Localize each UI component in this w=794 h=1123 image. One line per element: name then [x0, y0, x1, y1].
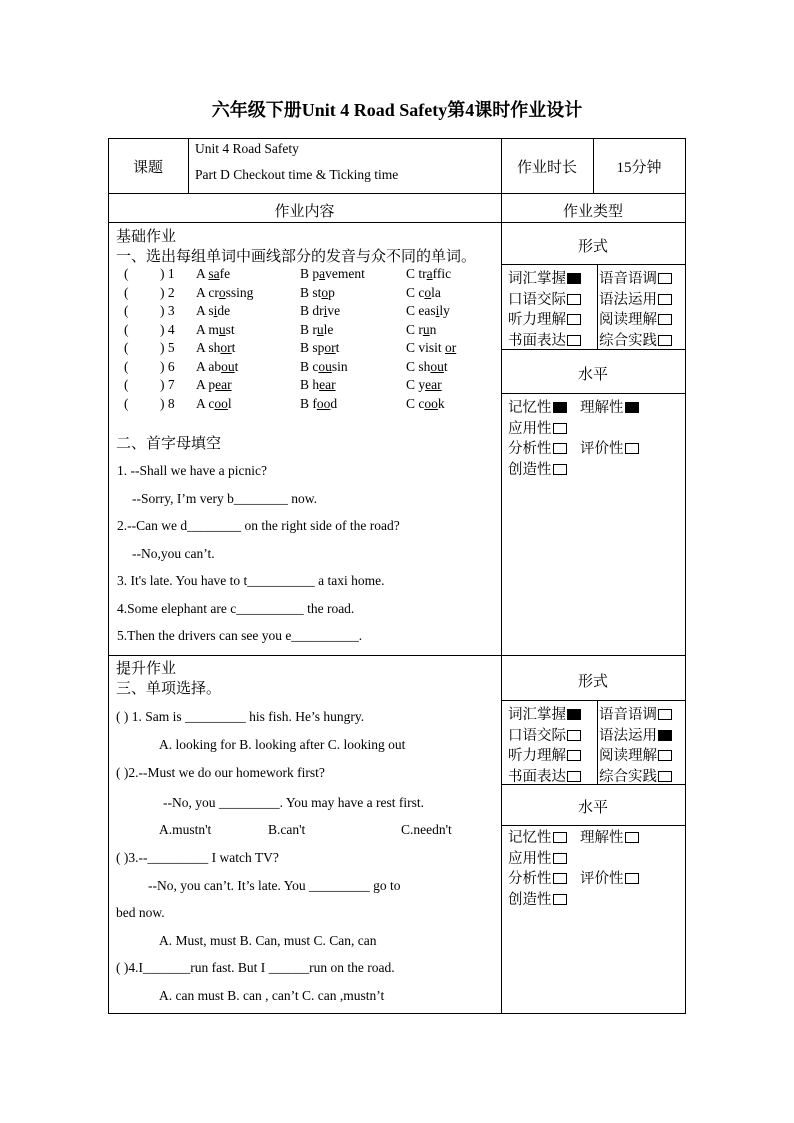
item-number: ) 5 — [160, 340, 175, 355]
level-item-label: 应用性 — [508, 850, 552, 867]
form-item-checkbox[interactable] — [658, 273, 672, 284]
option-a-post: ssing — [225, 284, 254, 300]
choice-line: ( ) 1. Sam is _________ his fish. He’s hungry. — [116, 709, 365, 724]
form-item-label: 语法运用 — [599, 291, 657, 308]
form-item[interactable] — [508, 267, 581, 288]
option-c-post: k — [437, 395, 445, 411]
choice-line: A. looking for B. looking after C. looking out — [159, 737, 406, 752]
level-item[interactable] — [508, 847, 567, 868]
form-item-label: 书面表达 — [508, 768, 566, 785]
option-c-post: ffic — [432, 266, 452, 281]
form-item-checkbox[interactable] — [567, 750, 581, 761]
option-b-post: le — [323, 321, 334, 337]
level-item-label: 记忆性 — [508, 400, 552, 416]
option-a-pre: A cr — [196, 284, 219, 300]
choice-line: ( )4.I_______run fast. But I ______run on the road. — [116, 960, 395, 975]
option-a-pre: A ab — [196, 358, 222, 374]
option-a-pre: A m — [196, 321, 219, 337]
level-item-checkbox[interactable] — [625, 832, 639, 843]
option-b — [300, 285, 335, 301]
choice-line: ( )2.--Must we do our homework first? — [116, 765, 325, 780]
level-item-checkbox[interactable] — [553, 832, 567, 843]
form-label-2: 形式 — [577, 674, 608, 690]
fill-line: --No,you can’t. — [132, 546, 215, 561]
level-item[interactable] — [580, 437, 639, 458]
form-item-label: 词汇掌握 — [508, 707, 566, 723]
answer-bracket[interactable]: ( — [124, 303, 129, 318]
form-item-label: 语音语调 — [599, 271, 657, 287]
type-column-header: 作业类型 — [562, 204, 623, 220]
option-c-pre: C y — [406, 377, 426, 392]
option-b-pre: B p — [300, 266, 320, 281]
option-b-underlined: or — [324, 340, 336, 355]
level-item-label: 理解性 — [580, 400, 624, 416]
level-item[interactable] — [508, 867, 567, 888]
form-item[interactable] — [508, 329, 581, 350]
option-b — [300, 359, 348, 375]
level-item-checkbox[interactable] — [553, 873, 567, 884]
form-label-1: 形式 — [577, 239, 608, 255]
advanced-heading: 提升作业 — [116, 661, 177, 677]
option-c-post: ly — [439, 303, 450, 318]
option-a — [196, 340, 235, 356]
option-a — [196, 396, 232, 412]
item-number: ) 1 — [160, 266, 175, 281]
fill-line: 2.--Can we d________ on the right side of the road? — [117, 518, 400, 533]
form-item[interactable] — [508, 744, 581, 765]
option-b-post: t — [335, 340, 340, 355]
option-a — [196, 285, 253, 301]
option-b-underlined: i — [323, 303, 328, 318]
option-b — [300, 396, 337, 412]
option-c-pre: C r — [406, 321, 423, 337]
option-c — [406, 322, 436, 338]
answer-bracket[interactable]: ( — [124, 266, 129, 281]
form-item[interactable] — [599, 308, 672, 329]
form-item-checkbox[interactable] — [567, 335, 581, 346]
form-item[interactable] — [599, 329, 672, 350]
option-b-underlined: oo — [316, 395, 331, 411]
form-item[interactable] — [599, 744, 672, 765]
option-b-pre: B sp — [300, 340, 325, 355]
option-b-underlined: ear — [319, 377, 336, 392]
level-item-label: 创造性 — [508, 891, 552, 908]
option-a-pre: A p — [196, 377, 216, 392]
option-b-pre: B h — [300, 377, 320, 392]
option-a-underlined: oo — [214, 395, 228, 411]
option-a-post: l — [227, 395, 232, 411]
form-item-label: 口语交际 — [508, 727, 566, 744]
answer-bracket[interactable]: ( — [124, 395, 129, 411]
option-a-underlined: u — [218, 321, 226, 337]
option-a-post: t — [234, 358, 239, 374]
q2-title: 二、首字母填空 — [116, 436, 222, 452]
option-c-pre: C sh — [406, 358, 431, 374]
option-a — [196, 359, 238, 375]
option-a-pre: A c — [196, 395, 215, 411]
option-c-underlined: a — [426, 266, 433, 281]
level-item-checkbox[interactable] — [625, 873, 639, 884]
option-c-underlined: or — [445, 340, 457, 355]
option-a-post: st — [225, 321, 235, 337]
q1-title: 一、选出每组单词中画线部分的发音与众不同的单词。 — [116, 249, 477, 265]
option-c-pre: C c — [406, 284, 425, 300]
item-number: ) 6 — [160, 358, 175, 374]
form-item[interactable] — [599, 703, 672, 724]
form-item-checkbox[interactable] — [567, 314, 581, 325]
q3-title: 三、单项选择。 — [116, 681, 222, 697]
form-item-checkbox[interactable] — [658, 335, 672, 346]
form-item-label: 综合实践 — [599, 332, 657, 349]
option-a — [196, 377, 232, 393]
option-c — [406, 396, 445, 412]
choice-line: ( )3.--_________ I watch TV? — [116, 850, 279, 865]
choice-line: --No, you can’t. It’s late. You _________ go to — [148, 878, 401, 893]
option-a-pre: A sh — [196, 340, 221, 355]
level-item-label: 应用性 — [508, 420, 552, 437]
form-item[interactable] — [508, 308, 581, 329]
option-b-pre: B st — [300, 284, 322, 300]
level-item[interactable] — [508, 437, 567, 458]
option-a-underlined: ear — [215, 377, 232, 392]
option-c — [406, 359, 448, 375]
form-item[interactable] — [599, 724, 672, 745]
choice-line: C.needn't — [401, 822, 452, 837]
choice-line: B.can't — [268, 822, 306, 837]
level-item[interactable] — [508, 888, 567, 909]
option-c-post: la — [431, 284, 441, 300]
level-item-checkbox[interactable] — [625, 443, 639, 454]
option-b-pre: B c — [300, 358, 319, 374]
form-item[interactable] — [599, 765, 672, 786]
item-number: ) 3 — [160, 303, 175, 318]
option-c — [406, 266, 451, 282]
form-item[interactable] — [599, 288, 672, 309]
form-item[interactable] — [508, 724, 581, 745]
item-number: ) 7 — [160, 377, 175, 392]
choice-line: bed now. — [116, 905, 165, 920]
form-item-checkbox[interactable] — [658, 294, 672, 305]
option-c-pre: C eas — [406, 303, 436, 318]
level-item-label: 分析性 — [508, 871, 552, 887]
level-item[interactable] — [580, 867, 639, 888]
form-item-checkbox[interactable] — [658, 750, 672, 761]
level-item-label: 评价性 — [580, 441, 624, 457]
form-item-checkbox[interactable] — [567, 771, 581, 782]
option-a-underlined: ou — [221, 358, 235, 374]
form-item-checkbox[interactable] — [658, 771, 672, 782]
option-c-underlined: u — [422, 321, 430, 337]
choice-line: A.mustn't — [159, 822, 212, 837]
duration-label: 作业时长 — [516, 160, 577, 176]
page-title: 六年级下册Unit 4 Road Safety第4课时作业设计 — [211, 100, 583, 120]
answer-bracket[interactable]: ( — [124, 358, 129, 374]
option-c-underlined: oo — [424, 395, 438, 411]
topic-line-1: Unit 4 Road Safety — [195, 141, 299, 156]
fill-line: 5.Then the drivers can see you e__________. — [117, 628, 363, 643]
option-c-underlined: o — [424, 284, 432, 300]
form-item[interactable] — [508, 765, 581, 786]
form-item-label: 听力理解 — [508, 312, 566, 328]
form-item-label: 阅读理解 — [599, 748, 657, 764]
option-b-pre: B r — [300, 321, 317, 337]
form-item-label: 阅读理解 — [599, 312, 657, 328]
level-item-checkbox[interactable] — [553, 464, 567, 475]
form-item-label: 口语交际 — [508, 291, 566, 308]
option-b-post: p — [328, 284, 335, 300]
level-item-checkbox[interactable] — [553, 402, 567, 413]
level-item-label: 分析性 — [508, 441, 552, 457]
basic-heading: 基础作业 — [116, 229, 177, 245]
answer-bracket[interactable]: ( — [124, 284, 129, 300]
option-b — [300, 322, 333, 338]
topic-label: 课题 — [132, 160, 163, 176]
level-item-label: 创造性 — [508, 461, 552, 478]
option-c-underlined: i — [435, 303, 440, 318]
option-b-post: vement — [325, 266, 365, 281]
option-b — [300, 266, 365, 282]
form-item-checkbox[interactable] — [567, 730, 581, 741]
option-a-underlined: sa — [208, 266, 220, 281]
level-item-label: 理解性 — [580, 830, 624, 846]
content-column-header: 作业内容 — [274, 204, 335, 220]
option-a-post: de — [217, 303, 231, 318]
option-a — [196, 322, 235, 338]
option-c-pre: C visit — [406, 340, 446, 355]
option-a — [196, 303, 230, 319]
option-a-underlined: o — [218, 284, 226, 300]
form-item-checkbox[interactable] — [658, 730, 672, 741]
option-a-underlined: i — [213, 303, 218, 318]
level-item-checkbox[interactable] — [553, 894, 567, 905]
form-item[interactable] — [599, 267, 672, 288]
level-item-label: 评价性 — [580, 871, 624, 887]
fill-line: 4.Some elephant are c__________ the road. — [117, 601, 355, 616]
fill-line: --Sorry, I’m very b________ now. — [132, 491, 317, 506]
option-a-pre: A s — [196, 303, 214, 318]
item-number: ) 4 — [160, 321, 175, 337]
level-item[interactable] — [508, 458, 567, 479]
option-a-underlined: or — [220, 340, 232, 355]
option-c — [406, 285, 441, 301]
option-c — [406, 340, 456, 356]
form-item-checkbox[interactable] — [567, 709, 581, 720]
option-c — [406, 377, 442, 393]
option-c-pre: C tr — [406, 266, 427, 281]
item-number: ) 8 — [160, 395, 175, 411]
option-b-underlined: o — [321, 284, 329, 300]
option-b-underlined: u — [316, 321, 324, 337]
option-b — [300, 377, 336, 393]
option-c-post: n — [429, 321, 437, 337]
level-label-1: 水平 — [577, 367, 608, 383]
level-item[interactable] — [580, 396, 639, 417]
level-item[interactable] — [508, 396, 567, 417]
option-c-pre: C c — [406, 395, 425, 411]
option-a-post: t — [231, 340, 236, 355]
duration-value: 15分钟 — [616, 160, 662, 176]
form-item-label: 词汇掌握 — [508, 271, 566, 287]
option-b-post: ve — [327, 303, 341, 318]
form-item-checkbox[interactable] — [658, 709, 672, 720]
answer-bracket[interactable]: ( — [124, 377, 129, 392]
option-c-post: t — [443, 358, 448, 374]
option-c-underlined: ou — [430, 358, 444, 374]
option-b-post: d — [330, 395, 338, 411]
topic-line-2: Part D Checkout time & Ticking time — [195, 167, 399, 182]
item-number: ) 2 — [160, 284, 175, 300]
option-b — [300, 303, 340, 319]
form-item-label: 听力理解 — [508, 748, 566, 764]
form-item-checkbox[interactable] — [567, 294, 581, 305]
answer-bracket[interactable]: ( — [124, 340, 129, 355]
choice-line: A. can must B. can , can’t C. can ,mustn’t — [159, 988, 385, 1003]
form-item[interactable] — [508, 288, 581, 309]
option-b — [300, 340, 339, 356]
form-item[interactable] — [508, 703, 581, 724]
option-a-pre: A — [196, 266, 209, 281]
fill-line: 1. --Shall we have a picnic? — [117, 463, 267, 478]
level-item-label: 记忆性 — [508, 830, 552, 846]
level-item-checkbox[interactable] — [553, 423, 567, 434]
option-c-underlined: ear — [425, 377, 442, 392]
form-item-checkbox[interactable] — [658, 314, 672, 325]
level-item[interactable] — [508, 417, 567, 438]
option-b-underlined: a — [319, 266, 326, 281]
option-a-post: fe — [219, 266, 231, 281]
level-item[interactable] — [508, 826, 567, 847]
level-item-checkbox[interactable] — [625, 402, 639, 413]
option-c — [406, 303, 450, 319]
option-b-post: sin — [331, 358, 348, 374]
level-item-checkbox[interactable] — [553, 443, 567, 454]
form-item-checkbox[interactable] — [567, 273, 581, 284]
form-item-label: 语音语调 — [599, 707, 657, 723]
form-item-label: 书面表达 — [508, 332, 566, 349]
level-item[interactable] — [580, 826, 639, 847]
option-b-underlined: ou — [318, 358, 332, 374]
level-item-checkbox[interactable] — [553, 853, 567, 864]
fill-line: 3. It's late. You have to t__________ a taxi home. — [117, 573, 385, 588]
answer-bracket[interactable]: ( — [124, 321, 129, 337]
option-a — [196, 266, 230, 282]
form-item-label: 综合实践 — [599, 768, 657, 785]
choice-line: A. Must, must B. Can, must C. Can, can — [159, 933, 377, 948]
option-b-pre: B dr — [300, 303, 324, 318]
form-item-label: 语法运用 — [599, 727, 657, 744]
choice-line: --No, you _________. You may have a rest first. — [163, 795, 424, 810]
level-label-2: 水平 — [577, 800, 608, 816]
option-b-pre: B f — [300, 395, 317, 411]
